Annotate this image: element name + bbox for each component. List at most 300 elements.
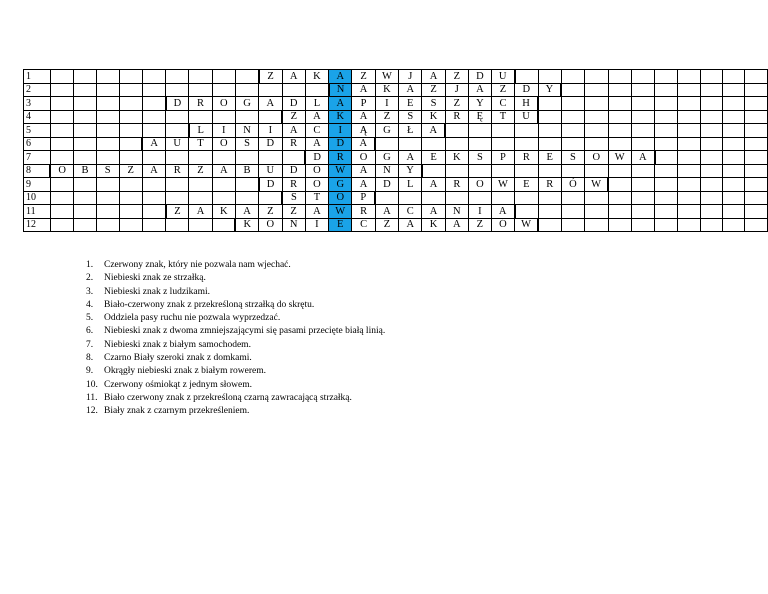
empty-cell (422, 191, 445, 205)
empty-cell (561, 164, 584, 178)
empty-cell (166, 151, 189, 165)
empty-cell (678, 97, 700, 111)
empty-cell (585, 164, 608, 178)
empty-cell (515, 137, 538, 151)
empty-cell (723, 151, 745, 165)
empty-cell (96, 83, 119, 97)
empty-cell (259, 151, 282, 165)
empty-cell (119, 205, 142, 219)
empty-cell (538, 70, 561, 84)
letter-cell: L (189, 124, 212, 138)
letter-cell: E (422, 151, 445, 165)
empty-cell (166, 191, 189, 205)
row-number: 9 (24, 178, 51, 192)
letter-cell: A (399, 151, 422, 165)
empty-cell (538, 137, 561, 151)
letter-cell: Z (119, 164, 142, 178)
empty-cell (491, 124, 514, 138)
row-number: 5 (24, 124, 51, 138)
letter-cell: B (235, 164, 258, 178)
empty-cell (515, 70, 538, 84)
letter-cell: P (352, 97, 375, 111)
empty-cell (212, 151, 235, 165)
letter-cell: C (305, 124, 328, 138)
letter-cell: K (212, 205, 235, 219)
empty-cell (142, 124, 165, 138)
empty-cell (723, 124, 745, 138)
empty-cell (561, 124, 584, 138)
empty-cell (538, 97, 561, 111)
empty-cell (50, 137, 73, 151)
clue-text: Niebieski znak z białym samochodem. (104, 339, 251, 350)
empty-cell (585, 205, 608, 219)
crossword-row (24, 218, 768, 232)
empty-cell (119, 124, 142, 138)
key-column-cell: E (329, 218, 352, 232)
letter-cell: A (282, 124, 305, 138)
clue-number: 3. (86, 286, 94, 297)
empty-cell (166, 110, 189, 124)
letter-cell: O (212, 97, 235, 111)
empty-cell (678, 70, 700, 84)
clue-text: Niebieski znak z ludzikami. (104, 286, 211, 297)
letter-cell: O (305, 164, 328, 178)
empty-cell (745, 178, 768, 192)
empty-cell (561, 110, 584, 124)
empty-cell (585, 218, 608, 232)
empty-cell (678, 191, 700, 205)
letter-cell: A (352, 83, 375, 97)
empty-cell (189, 178, 212, 192)
empty-cell (700, 218, 722, 232)
empty-cell (189, 151, 212, 165)
crossword-row (24, 137, 768, 151)
letter-cell: W (375, 70, 398, 84)
empty-cell (723, 110, 745, 124)
crossword-grid (23, 69, 768, 232)
letter-cell: Z (375, 110, 398, 124)
key-column-cell: O (329, 191, 352, 205)
empty-cell (655, 97, 678, 111)
letter-cell: C (399, 205, 422, 219)
clue-number: 1. (86, 260, 94, 270)
empty-cell (723, 191, 745, 205)
key-column-cell: W (329, 164, 352, 178)
empty-cell (212, 110, 235, 124)
empty-cell (538, 124, 561, 138)
empty-cell (399, 191, 422, 205)
empty-cell (491, 164, 514, 178)
empty-cell (50, 178, 73, 192)
empty-cell (700, 97, 722, 111)
row-number: 11 (24, 205, 51, 219)
empty-cell (74, 178, 97, 192)
empty-cell (189, 83, 212, 97)
empty-cell (655, 178, 678, 192)
key-column-cell: R (329, 151, 352, 165)
clue-text: Okrągły niebieski znak z białym rowerem. (104, 366, 266, 377)
empty-cell (655, 124, 678, 138)
empty-cell (585, 70, 608, 84)
clue-text: Biało-czerwony znak z przekreśloną strzałką do skrętu. (104, 299, 315, 310)
empty-cell (631, 70, 654, 84)
letter-cell: Ą (352, 124, 375, 138)
empty-cell (399, 137, 422, 151)
empty-cell (700, 191, 722, 205)
letter-cell: I (375, 97, 398, 111)
letter-cell: G (375, 151, 398, 165)
empty-cell (212, 70, 235, 84)
empty-cell (166, 70, 189, 84)
empty-cell (700, 137, 722, 151)
empty-cell (50, 191, 73, 205)
empty-cell (745, 83, 768, 97)
key-column-cell: N (329, 83, 352, 97)
empty-cell (235, 70, 258, 84)
letter-cell: K (235, 218, 258, 232)
letter-cell: O (50, 164, 73, 178)
empty-cell (515, 191, 538, 205)
empty-cell (235, 151, 258, 165)
empty-cell (515, 124, 538, 138)
letter-cell: R (515, 151, 538, 165)
crossword-row (24, 178, 768, 192)
empty-cell (119, 137, 142, 151)
clue-text: Czerwony ośmiokąt z jednym słowem. (104, 379, 253, 390)
row-number: 6 (24, 137, 51, 151)
empty-cell (259, 83, 282, 97)
empty-cell (678, 137, 700, 151)
empty-cell (166, 83, 189, 97)
clue-text: Oddziela pasy ruchu nie pozwala wyprzedzać. (104, 313, 281, 324)
row-number: 4 (24, 110, 51, 124)
empty-cell (50, 97, 73, 111)
letter-cell: A (212, 164, 235, 178)
letter-cell: Z (491, 83, 514, 97)
empty-cell (723, 97, 745, 111)
empty-cell (212, 83, 235, 97)
letter-cell: U (515, 110, 538, 124)
letter-cell: K (445, 151, 468, 165)
letter-cell: W (585, 178, 608, 192)
empty-cell (491, 191, 514, 205)
row-number: 3 (24, 97, 51, 111)
empty-cell (445, 191, 468, 205)
letter-cell: A (235, 205, 258, 219)
empty-cell (189, 110, 212, 124)
letter-cell: B (74, 164, 97, 178)
letter-cell: A (422, 124, 445, 138)
empty-cell (723, 178, 745, 192)
empty-cell (723, 137, 745, 151)
crossword-row (24, 70, 768, 84)
empty-cell (74, 110, 97, 124)
empty-cell (538, 191, 561, 205)
letter-cell: A (491, 205, 514, 219)
empty-cell (50, 110, 73, 124)
clue-item (86, 365, 385, 378)
letter-cell: T (305, 191, 328, 205)
empty-cell (445, 124, 468, 138)
row-number: 12 (24, 218, 51, 232)
letter-cell: S (399, 110, 422, 124)
empty-cell (259, 110, 282, 124)
key-column-cell: D (329, 137, 352, 151)
empty-cell (50, 124, 73, 138)
clue-text: Biały znak z czarnym przekreśleniem. (104, 406, 250, 417)
empty-cell (700, 124, 722, 138)
clue-item (86, 272, 385, 285)
letter-cell: Z (468, 218, 491, 232)
row-number: 7 (24, 151, 51, 165)
empty-cell (96, 205, 119, 219)
crossword-row (24, 124, 768, 138)
letter-cell: A (468, 83, 491, 97)
letter-cell: Z (422, 83, 445, 97)
empty-cell (166, 124, 189, 138)
letter-cell: R (166, 164, 189, 178)
empty-cell (468, 137, 491, 151)
letter-cell: W (608, 151, 631, 165)
crossword-row (24, 205, 768, 219)
empty-cell (745, 137, 768, 151)
letter-cell: Z (282, 110, 305, 124)
letter-cell: A (422, 70, 445, 84)
letter-cell: J (445, 83, 468, 97)
empty-cell (142, 218, 165, 232)
empty-cell (96, 97, 119, 111)
letter-cell: N (235, 124, 258, 138)
letter-cell: A (189, 205, 212, 219)
letter-cell: A (375, 205, 398, 219)
letter-cell: A (422, 205, 445, 219)
letter-cell: Z (259, 70, 282, 84)
letter-cell: A (352, 178, 375, 192)
letter-cell: A (399, 83, 422, 97)
letter-cell: Z (445, 70, 468, 84)
empty-cell (631, 137, 654, 151)
empty-cell (561, 191, 584, 205)
letter-cell: R (189, 97, 212, 111)
letter-cell: W (491, 178, 514, 192)
clue-item (86, 405, 385, 418)
empty-cell (50, 205, 73, 219)
empty-cell (119, 110, 142, 124)
empty-cell (50, 151, 73, 165)
empty-cell (745, 218, 768, 232)
empty-cell (74, 70, 97, 84)
empty-cell (631, 164, 654, 178)
empty-cell (235, 110, 258, 124)
letter-cell: U (259, 164, 282, 178)
letter-cell: I (468, 205, 491, 219)
letter-cell: D (259, 178, 282, 192)
letter-cell: A (142, 164, 165, 178)
empty-cell (96, 124, 119, 138)
empty-cell (631, 191, 654, 205)
empty-cell (189, 218, 212, 232)
empty-cell (631, 124, 654, 138)
empty-cell (468, 164, 491, 178)
letter-cell: D (375, 178, 398, 192)
letter-cell: Ł (399, 124, 422, 138)
clue-number: 11. (86, 392, 98, 403)
empty-cell (468, 124, 491, 138)
empty-cell (678, 110, 700, 124)
empty-cell (700, 110, 722, 124)
letter-cell: N (375, 164, 398, 178)
empty-cell (74, 83, 97, 97)
key-column-cell: A (329, 97, 352, 111)
empty-cell (745, 164, 768, 178)
empty-cell (655, 110, 678, 124)
empty-cell (678, 164, 700, 178)
empty-cell (235, 191, 258, 205)
crossword-row (24, 97, 768, 111)
letter-cell: I (212, 124, 235, 138)
empty-cell (235, 178, 258, 192)
letter-cell: D (282, 164, 305, 178)
empty-cell (74, 191, 97, 205)
empty-cell (585, 124, 608, 138)
empty-cell (723, 83, 745, 97)
clue-number: 6. (86, 326, 94, 337)
letter-cell: S (282, 191, 305, 205)
empty-cell (655, 164, 678, 178)
letter-cell: A (352, 110, 375, 124)
empty-cell (608, 110, 631, 124)
letter-cell: P (491, 151, 514, 165)
letter-cell: S (235, 137, 258, 151)
empty-cell (538, 110, 561, 124)
clue-number: 8. (86, 353, 94, 364)
empty-cell (515, 164, 538, 178)
letter-cell: A (305, 110, 328, 124)
empty-cell (745, 70, 768, 84)
empty-cell (745, 151, 768, 165)
empty-cell (608, 164, 631, 178)
clue-item (86, 286, 385, 299)
key-column-cell: I (329, 124, 352, 138)
empty-cell (561, 97, 584, 111)
letter-cell: A (352, 137, 375, 151)
empty-cell (631, 83, 654, 97)
letter-cell: D (468, 70, 491, 84)
empty-cell (631, 178, 654, 192)
letter-cell: T (189, 137, 212, 151)
letter-cell: S (561, 151, 584, 165)
letter-cell: L (399, 178, 422, 192)
empty-cell (678, 151, 700, 165)
empty-cell (745, 124, 768, 138)
letter-cell: Ó (561, 178, 584, 192)
letter-cell: Y (468, 97, 491, 111)
letter-cell: O (212, 137, 235, 151)
letter-cell: I (305, 218, 328, 232)
empty-cell (700, 205, 722, 219)
empty-cell (422, 164, 445, 178)
empty-cell (96, 137, 119, 151)
empty-cell (468, 191, 491, 205)
empty-cell (119, 178, 142, 192)
letter-cell: Z (445, 97, 468, 111)
empty-cell (142, 178, 165, 192)
empty-cell (96, 191, 119, 205)
empty-cell (189, 191, 212, 205)
empty-cell (608, 191, 631, 205)
clue-text: Biało czerwony znak z przekreśloną czarną zawracającą strzałką. (104, 392, 352, 403)
letter-cell: G (375, 124, 398, 138)
row-number: 1 (24, 70, 51, 84)
empty-cell (119, 83, 142, 97)
empty-cell (259, 191, 282, 205)
empty-cell (655, 83, 678, 97)
letter-cell: Z (282, 205, 305, 219)
clue-text: Niebieski znak z dwoma zmniejszającymi się pasami przecięte białą linią. (104, 326, 386, 337)
empty-cell (700, 70, 722, 84)
letter-cell: K (375, 83, 398, 97)
letter-cell: K (422, 110, 445, 124)
empty-cell (422, 137, 445, 151)
empty-cell (50, 218, 73, 232)
empty-cell (74, 205, 97, 219)
empty-cell (96, 70, 119, 84)
empty-cell (538, 218, 561, 232)
clue-item (86, 299, 385, 312)
letter-cell: N (445, 205, 468, 219)
empty-cell (166, 218, 189, 232)
empty-cell (723, 70, 745, 84)
letter-cell: A (352, 164, 375, 178)
letter-cell: A (282, 70, 305, 84)
letter-cell: C (491, 97, 514, 111)
letter-cell: P (352, 191, 375, 205)
empty-cell (585, 83, 608, 97)
empty-cell (142, 205, 165, 219)
letter-cell: Y (399, 164, 422, 178)
letter-cell: G (235, 97, 258, 111)
letter-cell: A (142, 137, 165, 151)
clue-item (86, 392, 385, 405)
letter-cell: U (491, 70, 514, 84)
clue-number: 7. (86, 339, 94, 350)
empty-cell (445, 164, 468, 178)
empty-cell (561, 218, 584, 232)
letter-cell: W (515, 218, 538, 232)
empty-cell (189, 70, 212, 84)
empty-cell (678, 178, 700, 192)
letter-cell: L (305, 97, 328, 111)
letter-cell: N (282, 218, 305, 232)
letter-cell: C (352, 218, 375, 232)
empty-cell (700, 164, 722, 178)
letter-cell: R (445, 178, 468, 192)
letter-cell: E (538, 151, 561, 165)
empty-cell (74, 218, 97, 232)
key-column-cell: G (329, 178, 352, 192)
empty-cell (74, 137, 97, 151)
empty-cell (305, 83, 328, 97)
row-number: 10 (24, 191, 51, 205)
letter-cell: D (305, 151, 328, 165)
clue-text: Czarno Biały szeroki znak z domkami. (104, 353, 252, 364)
letter-cell: K (305, 70, 328, 84)
empty-cell (585, 97, 608, 111)
letter-cell: J (399, 70, 422, 84)
empty-cell (142, 83, 165, 97)
empty-cell (212, 191, 235, 205)
letter-cell: A (305, 137, 328, 151)
